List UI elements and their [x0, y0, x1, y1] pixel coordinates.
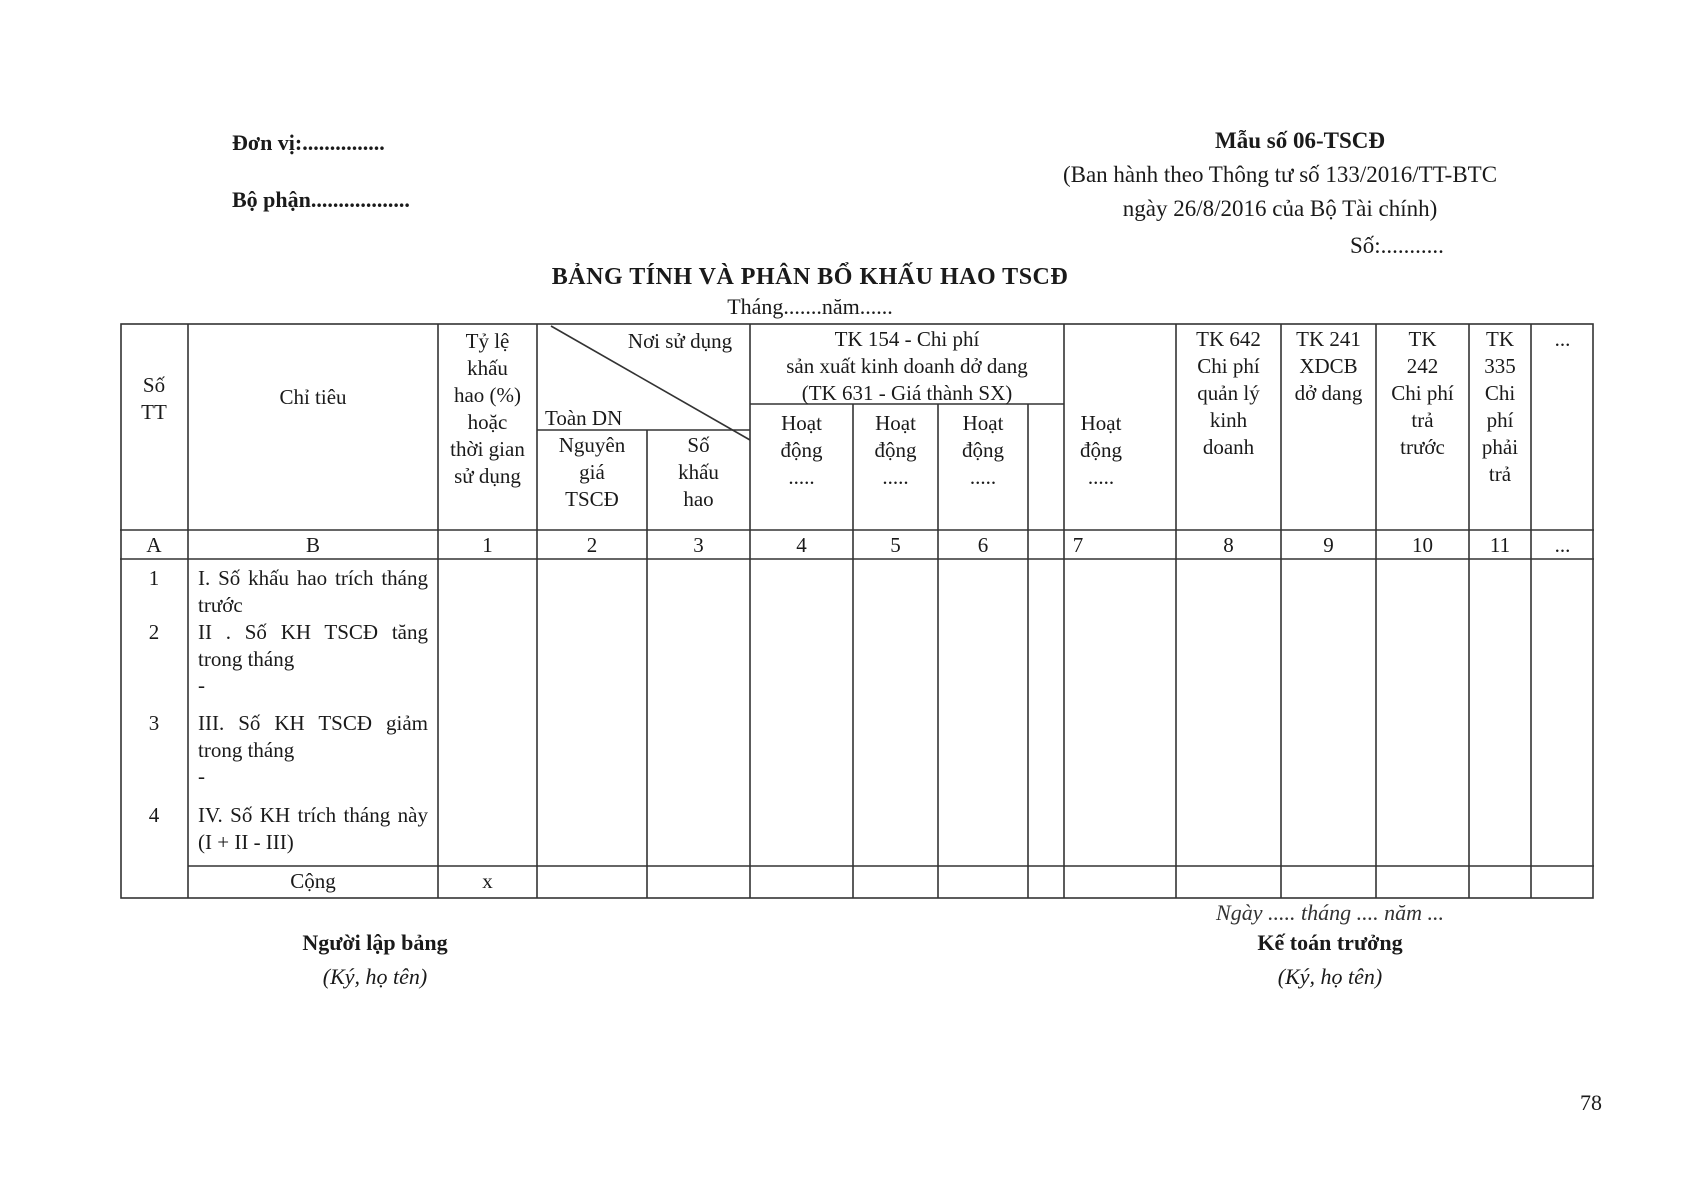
header-activity-2: Hoạt động ..... — [874, 411, 917, 489]
header-tk241: TK 241 XDCB dở dang — [1294, 327, 1363, 405]
header-place-of-use: Nơi sử dụng — [627, 329, 733, 353]
preparer-title: Người lập bảng — [302, 930, 448, 955]
code-cell: 3 — [693, 533, 704, 557]
code-cell: 1 — [482, 533, 493, 557]
code-cell: B — [305, 533, 320, 557]
page-title: BẢNG TÍNH VÀ PHÂN BỔ KHẤU HAO TSCĐ — [551, 264, 1069, 290]
code-cell: ... — [1554, 533, 1571, 557]
row-number: 4 — [148, 803, 160, 827]
header-tk154: TK 154 - Chi phí sản xuất kinh doanh dở dang (TK 631 - Giá thành SX) — [786, 327, 1028, 405]
period-line: Tháng.......năm...... — [727, 294, 893, 319]
code-cell: 2 — [586, 533, 598, 557]
code-cell: 6 — [977, 533, 989, 557]
header-more: ... — [1554, 327, 1571, 351]
row-label: - — [198, 673, 205, 697]
row-number: 3 — [148, 711, 160, 735]
unit-field: Đơn vị:............... — [232, 130, 385, 155]
total-rate: x — [482, 869, 493, 893]
code-cell: 11 — [1489, 533, 1511, 557]
header-tk642: TK 642 Chi phí quản lý kinh doanh — [1196, 327, 1261, 459]
document-number: Số:........... — [1350, 233, 1444, 258]
chief-accountant-title: Kế toán trưởng — [1257, 930, 1403, 955]
preparer-sign-note: (Ký, họ tên) — [322, 964, 428, 989]
row-label: IV. Số KH trích tháng này (I + II - III) — [198, 803, 428, 854]
department-field: Bộ phận.................. — [232, 187, 410, 212]
page-number: 78 — [1580, 1090, 1602, 1115]
header-activity-4: Hoạt động ..... — [1080, 411, 1122, 489]
header-criteria: Chỉ tiêu — [279, 385, 347, 409]
header-rate: Tỷ lệ khấu hao (%) hoặc thời gian sử dụng — [450, 329, 525, 488]
header-tk242: TK 242 Chi phí trả trước — [1391, 327, 1454, 459]
code-cell: 5 — [890, 533, 901, 557]
date-line: Ngày ..... tháng .... năm ... — [1216, 900, 1444, 925]
issued-line-1: (Ban hành theo Thông tư số 133/2016/TT-BTC — [1062, 162, 1498, 187]
form-code: Mẫu số 06-TSCĐ — [1215, 128, 1385, 153]
header-activity-1: Hoạt động ..... — [780, 411, 823, 489]
header-stt: Số TT — [141, 373, 167, 424]
code-cell: 7 — [1072, 533, 1084, 557]
total-label: Cộng — [290, 869, 336, 893]
header-enterprise: Toàn DN — [545, 406, 623, 430]
header-tk335: TK 335 Chi phí phải trả — [1481, 327, 1519, 486]
issued-note — [1010, 158, 1550, 226]
row-label: I. Số khấu hao trích tháng trước — [198, 566, 428, 617]
code-cell: 9 — [1323, 533, 1334, 557]
row-label: II . Số KH TSCĐ tăng trong tháng — [198, 620, 428, 671]
code-cell: 4 — [796, 533, 807, 557]
header-activity-3: Hoạt động ..... — [962, 411, 1004, 489]
chief-accountant-sign-note: (Ký, họ tên) — [1277, 964, 1383, 989]
code-cell: 8 — [1223, 533, 1234, 557]
row-label: III. Số KH TSCĐ giảm trong tháng — [198, 711, 428, 762]
header-depreciation: Số khấu hao — [678, 433, 719, 511]
header-original-cost: Nguyên giá TSCĐ — [558, 433, 626, 511]
row-number: 2 — [148, 620, 160, 644]
code-cell: 10 — [1412, 533, 1433, 557]
row-number: 1 — [148, 566, 160, 590]
depreciation-table — [120, 322, 1594, 899]
code-cell: A — [146, 533, 162, 557]
row-label: - — [198, 764, 205, 788]
issued-line-2: ngày 26/8/2016 của Bộ Tài chính) — [1122, 196, 1438, 221]
